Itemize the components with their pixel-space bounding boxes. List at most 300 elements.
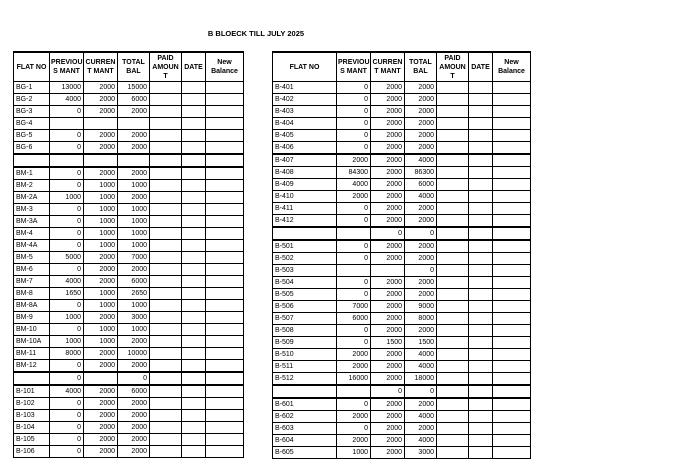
table-row — [14, 276, 244, 288]
cell-current-maint: 2000 — [371, 349, 405, 361]
table-row — [273, 191, 531, 203]
cell-total-bal: 2000 — [405, 142, 437, 155]
cell-flat-no: BG-1 — [14, 82, 50, 94]
cell-total-bal: 2000 — [118, 434, 150, 446]
cell-paid-amount — [150, 180, 182, 192]
cell-current-maint: 2000 — [371, 447, 405, 459]
cell-new-balance — [493, 154, 531, 167]
cell-total-bal — [118, 154, 150, 167]
cell-previous-maint — [50, 118, 84, 130]
cell-new-balance — [493, 130, 531, 142]
table-row — [273, 253, 531, 265]
cell-date — [182, 154, 206, 167]
cell-date — [469, 215, 493, 228]
cell-date — [182, 300, 206, 312]
cell-date — [182, 204, 206, 216]
cell-current-maint: 0 — [371, 385, 405, 398]
cell-flat-no: BM-1 — [14, 167, 50, 180]
cell-previous-maint: 0 — [50, 300, 84, 312]
table-row — [14, 324, 244, 336]
cell-new-balance — [206, 300, 244, 312]
cell-paid-amount — [437, 227, 469, 240]
cell-new-balance — [493, 349, 531, 361]
cell-date — [182, 312, 206, 324]
cell-paid-amount — [437, 349, 469, 361]
cell-date — [182, 372, 206, 385]
cell-total-bal: 1000 — [118, 228, 150, 240]
cell-date — [182, 82, 206, 94]
cell-flat-no: BM-9 — [14, 312, 50, 324]
cell-total-bal: 2000 — [405, 398, 437, 411]
cell-total-bal: 2000 — [118, 422, 150, 434]
cell-date — [469, 385, 493, 398]
cell-previous-maint: 0 — [50, 446, 84, 458]
cell-paid-amount — [437, 130, 469, 142]
cell-total-bal: 6000 — [118, 94, 150, 106]
table-row — [273, 349, 531, 361]
cell-date — [182, 252, 206, 264]
cell-previous-maint: 5000 — [50, 252, 84, 264]
cell-flat-no: B-101 — [14, 385, 50, 398]
cell-flat-no: BM-12 — [14, 360, 50, 373]
cell-current-maint: 2000 — [371, 373, 405, 386]
cell-previous-maint: 13000 — [50, 82, 84, 94]
cell-current-maint: 2000 — [371, 191, 405, 203]
cell-flat-no: B-503 — [273, 265, 337, 277]
table-row — [273, 385, 531, 398]
cell-date — [469, 94, 493, 106]
cell-paid-amount — [437, 385, 469, 398]
cell-current-maint: 1000 — [84, 204, 118, 216]
cell-flat-no: B-409 — [273, 179, 337, 191]
cell-current-maint: 1000 — [84, 240, 118, 252]
cell-new-balance — [206, 240, 244, 252]
table-row — [14, 216, 244, 228]
cell-flat-no: B-105 — [14, 434, 50, 446]
cell-flat-no: BM-7 — [14, 276, 50, 288]
cell-paid-amount — [150, 288, 182, 300]
cell-date — [469, 349, 493, 361]
cell-flat-no: BG-5 — [14, 130, 50, 142]
table-row — [14, 360, 244, 373]
cell-previous-maint: 0 — [337, 94, 371, 106]
cell-new-balance — [206, 204, 244, 216]
cell-date — [469, 373, 493, 386]
cell-flat-no: B-509 — [273, 337, 337, 349]
cell-total-bal: 1000 — [118, 240, 150, 252]
cell-flat-no: B-508 — [273, 325, 337, 337]
cell-total-bal: 4000 — [405, 361, 437, 373]
cell-flat-no: BM-6 — [14, 264, 50, 276]
cell-paid-amount — [150, 130, 182, 142]
table-row — [14, 118, 244, 130]
cell-total-bal: 2650 — [118, 288, 150, 300]
cell-previous-maint: 1650 — [50, 288, 84, 300]
cell-current-maint: 1000 — [84, 324, 118, 336]
cell-previous-maint: 0 — [337, 106, 371, 118]
cell-total-bal: 1500 — [405, 337, 437, 349]
table-row — [14, 142, 244, 155]
cell-current-maint: 2000 — [84, 130, 118, 142]
cell-flat-no: BG-3 — [14, 106, 50, 118]
cell-previous-maint: 0 — [50, 142, 84, 155]
cell-date — [469, 265, 493, 277]
cell-date — [182, 167, 206, 180]
table-row — [273, 215, 531, 228]
cell-previous-maint: 0 — [337, 253, 371, 265]
cell-new-balance — [206, 130, 244, 142]
cell-new-balance — [206, 228, 244, 240]
cell-total-bal: 2000 — [118, 130, 150, 142]
cell-total-bal: 2000 — [405, 118, 437, 130]
table-row — [273, 337, 531, 349]
cell-total-bal: 2000 — [118, 410, 150, 422]
cell-current-maint: 2000 — [84, 348, 118, 360]
table-row — [14, 422, 244, 434]
cell-date — [469, 154, 493, 167]
cell-previous-maint: 1000 — [337, 447, 371, 459]
cell-paid-amount — [437, 167, 469, 179]
cell-new-balance — [493, 361, 531, 373]
cell-previous-maint: 7000 — [337, 301, 371, 313]
table-row — [273, 203, 531, 215]
cell-flat-no: B-403 — [273, 106, 337, 118]
cell-date — [469, 447, 493, 459]
cell-total-bal: 2000 — [118, 264, 150, 276]
cell-current-maint: 2000 — [84, 312, 118, 324]
cell-date — [469, 301, 493, 313]
cell-paid-amount — [150, 118, 182, 130]
cell-previous-maint: 0 — [50, 324, 84, 336]
cell-total-bal: 6000 — [118, 385, 150, 398]
table-row — [273, 240, 531, 253]
cell-total-bal — [118, 118, 150, 130]
cell-previous-maint: 0 — [337, 277, 371, 289]
cell-total-bal: 2000 — [118, 106, 150, 118]
cell-previous-maint: 8000 — [50, 348, 84, 360]
cell-current-maint: 1000 — [84, 336, 118, 348]
cell-previous-maint: 0 — [337, 215, 371, 228]
cell-date — [469, 325, 493, 337]
cell-flat-no: B-507 — [273, 313, 337, 325]
cell-date — [182, 288, 206, 300]
cell-flat-no: B-401 — [273, 82, 337, 94]
cell-paid-amount — [437, 240, 469, 253]
table-row — [273, 130, 531, 142]
cell-new-balance — [493, 313, 531, 325]
table-row — [273, 106, 531, 118]
table-row — [273, 227, 531, 240]
cell-current-maint: 2000 — [84, 167, 118, 180]
cell-new-balance — [493, 325, 531, 337]
cell-previous-maint: 0 — [337, 423, 371, 435]
cell-total-bal: 10000 — [118, 348, 150, 360]
cell-paid-amount — [150, 264, 182, 276]
table-row — [14, 336, 244, 348]
cell-flat-no: BM-11 — [14, 348, 50, 360]
cell-previous-maint: 0 — [50, 216, 84, 228]
cell-new-balance — [206, 312, 244, 324]
cell-current-maint: 1500 — [371, 337, 405, 349]
cell-new-balance — [206, 398, 244, 410]
cell-paid-amount — [437, 398, 469, 411]
table-row — [273, 289, 531, 301]
cell-current-maint: 2000 — [371, 118, 405, 130]
cell-flat-no: BM-2A — [14, 192, 50, 204]
header-new-balance: New Balance — [493, 52, 531, 82]
cell-paid-amount — [437, 142, 469, 155]
cell-date — [182, 434, 206, 446]
cell-date — [469, 289, 493, 301]
cell-current-maint: 2000 — [84, 264, 118, 276]
cell-total-bal: 18000 — [405, 373, 437, 386]
cell-new-balance — [206, 446, 244, 458]
table-row — [273, 325, 531, 337]
table-row — [14, 398, 244, 410]
cell-total-bal: 8000 — [405, 313, 437, 325]
table-row — [14, 130, 244, 142]
header-current-maint: CURREN T MANT — [84, 52, 118, 82]
cell-new-balance — [493, 240, 531, 253]
cell-previous-maint: 0 — [337, 142, 371, 155]
cell-previous-maint — [337, 227, 371, 240]
cell-total-bal: 86300 — [405, 167, 437, 179]
cell-flat-no: B-106 — [14, 446, 50, 458]
cell-previous-maint: 0 — [337, 325, 371, 337]
header-new-balance: New Balance — [206, 52, 244, 82]
cell-date — [469, 411, 493, 423]
cell-flat-no — [273, 385, 337, 398]
cell-flat-no: BM-8 — [14, 288, 50, 300]
cell-flat-no: B-412 — [273, 215, 337, 228]
cell-date — [469, 435, 493, 447]
left-ledger-table — [13, 51, 244, 458]
cell-new-balance — [493, 203, 531, 215]
cell-paid-amount — [437, 325, 469, 337]
cell-date — [182, 446, 206, 458]
cell-current-maint: 2000 — [371, 179, 405, 191]
cell-date — [469, 106, 493, 118]
cell-current-maint — [371, 265, 405, 277]
cell-new-balance — [206, 118, 244, 130]
cell-new-balance — [206, 216, 244, 228]
cell-previous-maint: 0 — [50, 106, 84, 118]
cell-paid-amount — [150, 372, 182, 385]
table-row — [14, 410, 244, 422]
table-row — [273, 94, 531, 106]
header-previous-maint: PREVIOU S MANT — [337, 52, 371, 82]
cell-new-balance — [493, 82, 531, 94]
cell-current-maint: 2000 — [84, 434, 118, 446]
cell-date — [469, 203, 493, 215]
cell-flat-no: BM-3 — [14, 204, 50, 216]
cell-new-balance — [206, 276, 244, 288]
cell-total-bal: 2000 — [405, 130, 437, 142]
cell-previous-maint: 0 — [50, 180, 84, 192]
table-row — [273, 142, 531, 155]
cell-current-maint: 2000 — [371, 253, 405, 265]
cell-new-balance — [493, 215, 531, 228]
cell-total-bal: 2000 — [405, 289, 437, 301]
cell-current-maint: 2000 — [371, 435, 405, 447]
cell-date — [469, 179, 493, 191]
right-header-row — [273, 52, 531, 82]
cell-new-balance — [206, 348, 244, 360]
cell-paid-amount — [437, 94, 469, 106]
cell-flat-no: BM-8A — [14, 300, 50, 312]
cell-flat-no: BM-4A — [14, 240, 50, 252]
cell-flat-no: B-410 — [273, 191, 337, 203]
cell-total-bal: 15000 — [118, 82, 150, 94]
cell-paid-amount — [437, 301, 469, 313]
cell-flat-no: B-601 — [273, 398, 337, 411]
cell-total-bal: 0 — [405, 385, 437, 398]
table-row — [14, 167, 244, 180]
cell-paid-amount — [150, 252, 182, 264]
cell-date — [182, 130, 206, 142]
cell-date — [469, 142, 493, 155]
cell-previous-maint: 2000 — [337, 191, 371, 203]
cell-date — [182, 180, 206, 192]
cell-flat-no: BG-6 — [14, 142, 50, 155]
cell-date — [469, 423, 493, 435]
table-row — [14, 446, 244, 458]
cell-new-balance — [206, 336, 244, 348]
cell-flat-no: B-103 — [14, 410, 50, 422]
cell-new-balance — [206, 385, 244, 398]
cell-flat-no: B-411 — [273, 203, 337, 215]
cell-paid-amount — [150, 360, 182, 373]
cell-current-maint: 1000 — [84, 300, 118, 312]
table-row — [273, 154, 531, 167]
cell-new-balance — [493, 423, 531, 435]
cell-paid-amount — [150, 446, 182, 458]
header-total-bal: TOTAL BAL — [405, 52, 437, 82]
cell-new-balance — [493, 398, 531, 411]
cell-current-maint: 2000 — [371, 142, 405, 155]
table-row — [14, 180, 244, 192]
cell-new-balance — [206, 82, 244, 94]
cell-current-maint: 2000 — [371, 325, 405, 337]
table-row — [14, 106, 244, 118]
cell-flat-no: B-511 — [273, 361, 337, 373]
cell-paid-amount — [437, 277, 469, 289]
cell-paid-amount — [150, 228, 182, 240]
cell-new-balance — [493, 265, 531, 277]
header-paid-amount: PAID AMOUN T — [437, 52, 469, 82]
table-row — [273, 167, 531, 179]
cell-paid-amount — [437, 191, 469, 203]
cell-current-maint: 2000 — [371, 361, 405, 373]
cell-total-bal: 2000 — [118, 446, 150, 458]
cell-total-bal: 2000 — [118, 398, 150, 410]
cell-total-bal: 2000 — [405, 423, 437, 435]
cell-total-bal: 9000 — [405, 301, 437, 313]
cell-previous-maint: 2000 — [337, 435, 371, 447]
cell-previous-maint: 1000 — [50, 312, 84, 324]
cell-current-maint: 2000 — [371, 130, 405, 142]
cell-current-maint: 0 — [371, 227, 405, 240]
cell-date — [469, 337, 493, 349]
cell-flat-no: B-104 — [14, 422, 50, 434]
cell-paid-amount — [150, 348, 182, 360]
cell-previous-maint: 0 — [337, 118, 371, 130]
cell-date — [182, 348, 206, 360]
cell-new-balance — [493, 277, 531, 289]
header-previous-maint: PREVIOU S MANT — [50, 52, 84, 82]
cell-new-balance — [206, 288, 244, 300]
cell-paid-amount — [437, 106, 469, 118]
cell-previous-maint: 2000 — [337, 154, 371, 167]
table-row — [14, 192, 244, 204]
cell-flat-no: B-404 — [273, 118, 337, 130]
cell-total-bal: 4000 — [405, 435, 437, 447]
cell-total-bal: 1000 — [118, 216, 150, 228]
cell-paid-amount — [150, 167, 182, 180]
cell-total-bal: 3000 — [405, 447, 437, 459]
cell-paid-amount — [150, 385, 182, 398]
cell-new-balance — [493, 94, 531, 106]
cell-flat-no: BG-4 — [14, 118, 50, 130]
cell-new-balance — [206, 180, 244, 192]
cell-paid-amount — [437, 373, 469, 386]
header-current-maint: CURREN T MANT — [371, 52, 405, 82]
table-row — [14, 240, 244, 252]
cell-paid-amount — [437, 179, 469, 191]
cell-new-balance — [493, 118, 531, 130]
cell-total-bal: 0 — [405, 227, 437, 240]
cell-current-maint: 2000 — [371, 82, 405, 94]
cell-flat-no: B-605 — [273, 447, 337, 459]
header-paid-amount: PAID AMOUN T — [150, 52, 182, 82]
cell-previous-maint: 0 — [50, 240, 84, 252]
cell-previous-maint — [50, 154, 84, 167]
cell-date — [469, 313, 493, 325]
cell-paid-amount — [150, 300, 182, 312]
cell-new-balance — [206, 167, 244, 180]
cell-previous-maint: 0 — [337, 203, 371, 215]
table-row — [14, 288, 244, 300]
cell-current-maint: 2000 — [371, 423, 405, 435]
cell-previous-maint: 0 — [50, 360, 84, 373]
cell-current-maint: 2000 — [84, 94, 118, 106]
cell-total-bal: 6000 — [405, 179, 437, 191]
cell-total-bal: 1000 — [118, 180, 150, 192]
cell-total-bal: 2000 — [118, 360, 150, 373]
cell-flat-no: BM-10 — [14, 324, 50, 336]
table-row — [14, 228, 244, 240]
cell-total-bal: 4000 — [405, 191, 437, 203]
cell-current-maint: 2000 — [371, 106, 405, 118]
cell-flat-no: B-501 — [273, 240, 337, 253]
table-row — [14, 312, 244, 324]
cell-current-maint: 2000 — [371, 277, 405, 289]
cell-total-bal: 4000 — [405, 154, 437, 167]
cell-paid-amount — [150, 410, 182, 422]
cell-paid-amount — [150, 204, 182, 216]
cell-date — [182, 228, 206, 240]
cell-previous-maint: 16000 — [337, 373, 371, 386]
cell-date — [469, 277, 493, 289]
cell-previous-maint: 6000 — [337, 313, 371, 325]
cell-paid-amount — [437, 313, 469, 325]
cell-total-bal: 2000 — [405, 203, 437, 215]
cell-paid-amount — [437, 154, 469, 167]
cell-flat-no: B-504 — [273, 277, 337, 289]
cell-paid-amount — [437, 253, 469, 265]
cell-date — [182, 276, 206, 288]
cell-new-balance — [206, 422, 244, 434]
